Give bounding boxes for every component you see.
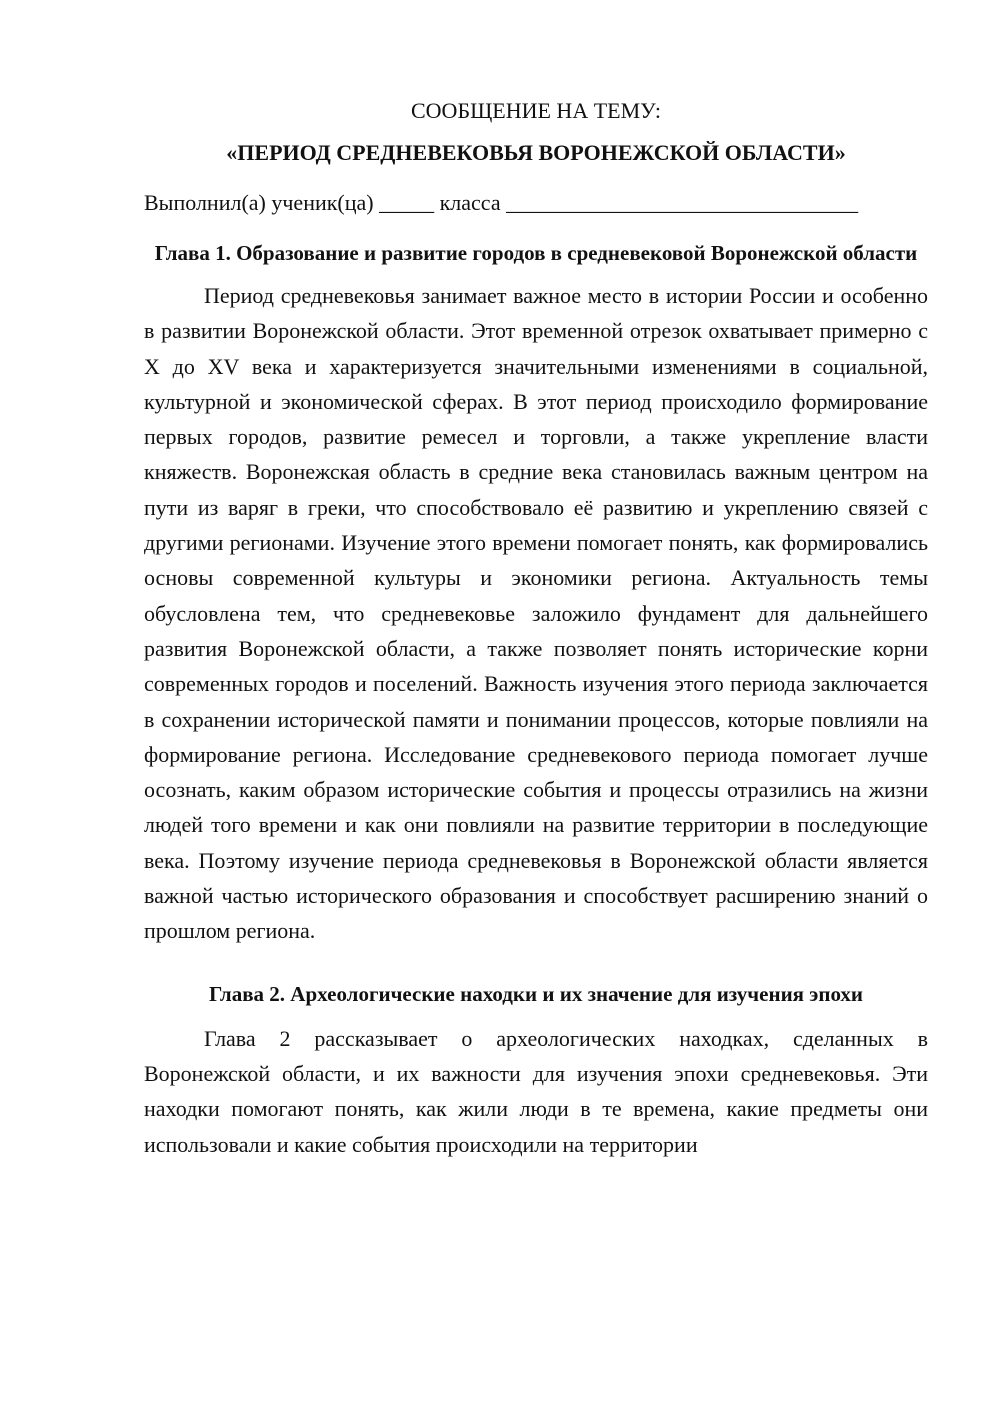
report-label: СООБЩЕНИЕ НА ТЕМУ:	[411, 98, 661, 123]
chapter-2-paragraph: Глава 2 рассказывает о археологических находках, сделанных в Воронежской области, и их важности для изучения эпохи средневековья. Эти находки помогают понять, как жили люди в те времена, какие предметы они использовали и какие события происходили на территории	[144, 1025, 928, 1157]
author-line: Выполнил(а) ученик(ца) _____ класса ________________________________	[144, 190, 859, 215]
chapter-1-paragraph: Период средневековья занимает важное место в истории России и особенно в развитии Воронежской области. Этот временной отрезок охватывает примерно с X до XV века и характеризуется значительными изменениями в социальной, культурной и экономической сферах. В этот период происходило формирование первых городов, развитие ремесел и торговли, а также укрепление власти княжеств. Воронежская область в средние века становилась важным центром на пути из варяг в греки, что способствовало её развитию и укреплению связей с другими регионами. Изучение этого времени помогает понять, как формировались основы современной культуры и экономики региона. Актуальность темы обусловлена тем, что средневековье заложило фундамент для дальнейшего развития Воронежской области, а также позволяет понять исторические корни современных городов и поселений. Важность изучения этого периода заключается в сохранении исторической памяти и понимании процессов, которые повлияли на формирование региона. Исследование средневекового периода помогает лучше осознать, каким образом исторические события и процессы отразились на жизни людей того времени и как они повлияли на развитие территории в последующие века. Поэтому изучение периода средневековья в Воронежской области является важной частью исторического образования и способствует расширению знаний о прошлом региона.	[144, 283, 928, 944]
chapter-1-heading: Глава 1. Образование и развитие городов в средневековой Воронежской области	[154, 241, 918, 265]
report-title: «ПЕРИОД СРЕДНЕВЕКОВЬЯ ВОРОНЕЖСКОЙ ОБЛАСТИ»	[226, 140, 846, 165]
document-page	[144, 92, 928, 1162]
chapter-2-heading: Глава 2. Археологические находки и их значение для изучения эпохи	[208, 981, 864, 1006]
